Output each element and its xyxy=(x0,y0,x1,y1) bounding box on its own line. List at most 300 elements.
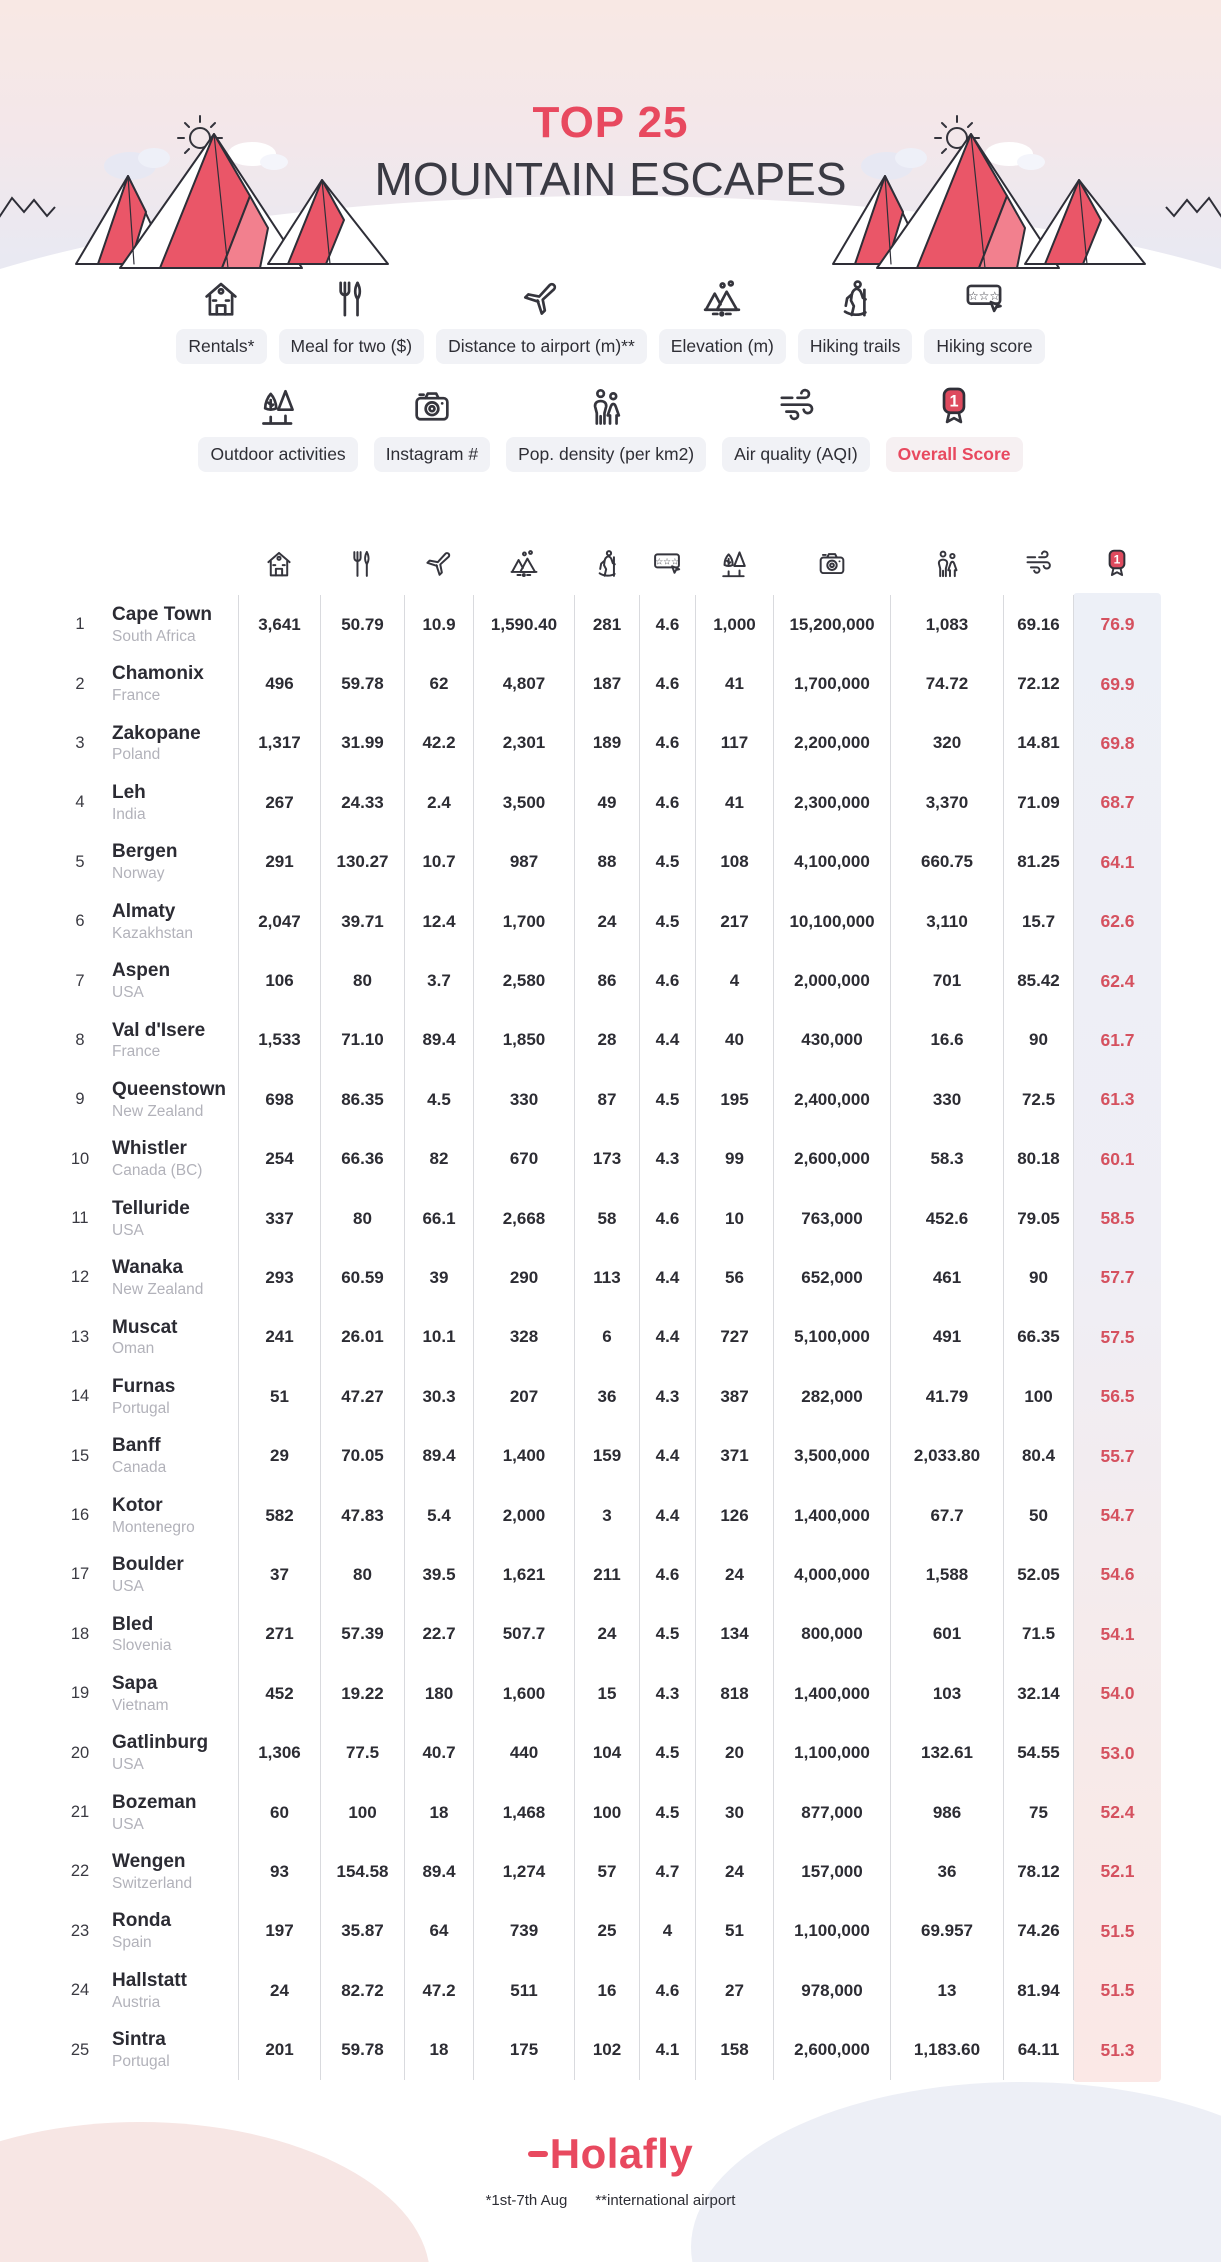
city-name: Telluride xyxy=(112,1197,190,1219)
logo-text: Holafly xyxy=(549,2130,694,2177)
value-cell: 670 xyxy=(473,1130,574,1189)
value-cell: 1,274 xyxy=(473,1842,574,1901)
rank-cell: 11 xyxy=(71,1209,89,1228)
value-cell: 10 xyxy=(695,1189,773,1248)
value-cell: 30.3 xyxy=(404,1367,473,1426)
city-name: Kotor xyxy=(112,1494,163,1516)
table-row xyxy=(60,2020,1161,2079)
legend-label: Instagram # xyxy=(374,437,490,472)
value-cell: 157,000 xyxy=(773,1842,890,1901)
value-cell: 4.3 xyxy=(639,1664,695,1723)
mountain-icon xyxy=(507,547,541,581)
review-stars-icon xyxy=(961,276,1007,322)
value-cell: 89.4 xyxy=(404,1842,473,1901)
value-cell: 267 xyxy=(238,773,320,832)
country-name: Canada xyxy=(112,1459,167,1477)
value-cell: 1,400 xyxy=(473,1426,574,1485)
value-cell: 175 xyxy=(473,2020,574,2079)
wind-icon xyxy=(773,384,819,430)
country-name: Canada (BC) xyxy=(112,1162,203,1180)
value-cell: 4.6 xyxy=(639,951,695,1010)
value-cell: 281 xyxy=(574,595,639,654)
value-cell: 4.5 xyxy=(639,1723,695,1782)
value-cell: 80.4 xyxy=(1003,1426,1073,1485)
value-cell: 491 xyxy=(890,1308,1003,1367)
value-cell: 2.4 xyxy=(404,773,473,832)
value-cell: 430,000 xyxy=(773,1011,890,1070)
value-cell: 2,600,000 xyxy=(773,2020,890,2079)
value-cell: 4.3 xyxy=(639,1367,695,1426)
country-name: USA xyxy=(112,1815,144,1833)
value-cell: 739 xyxy=(473,1902,574,1961)
value-cell: 39 xyxy=(404,1248,473,1307)
value-cell: 80 xyxy=(320,1189,404,1248)
overall-score-cell: 55.7 xyxy=(1073,1426,1161,1485)
value-cell: 4.1 xyxy=(639,2020,695,2079)
value-cell: 37 xyxy=(238,1545,320,1604)
value-cell: 24 xyxy=(238,1961,320,2020)
value-cell: 82 xyxy=(404,1130,473,1189)
country-name: USA xyxy=(112,1756,144,1774)
value-cell: 67.7 xyxy=(890,1486,1003,1545)
table-row xyxy=(60,1902,1161,1961)
value-cell: 4.5 xyxy=(639,892,695,951)
holafly-logo xyxy=(528,2130,694,2178)
value-cell: 10.1 xyxy=(404,1308,473,1367)
value-cell: 173 xyxy=(574,1130,639,1189)
legend-label: Outdoor activities xyxy=(198,437,357,472)
legend-row-1 xyxy=(0,276,1221,364)
city-name: Muscat xyxy=(112,1316,178,1338)
hiker-icon xyxy=(832,276,878,322)
value-cell: 87 xyxy=(574,1070,639,1129)
table-row xyxy=(60,892,1161,951)
value-cell: 452.6 xyxy=(890,1189,1003,1248)
table-row xyxy=(60,1664,1161,1723)
table-row xyxy=(60,773,1161,832)
value-cell: 2,668 xyxy=(473,1189,574,1248)
value-cell: 10.9 xyxy=(404,595,473,654)
value-cell: 51 xyxy=(238,1367,320,1426)
value-cell: 197 xyxy=(238,1902,320,1961)
value-cell: 1,400,000 xyxy=(773,1486,890,1545)
value-cell: 2,580 xyxy=(473,951,574,1010)
footer xyxy=(0,2130,1221,2209)
value-cell: 5,100,000 xyxy=(773,1308,890,1367)
value-cell: 134 xyxy=(695,1605,773,1664)
value-cell: 15.7 xyxy=(1003,892,1073,951)
table-row xyxy=(60,1011,1161,1070)
city-name: Sintra xyxy=(112,2029,166,2051)
value-cell: 1,083 xyxy=(890,595,1003,654)
value-cell: 81.94 xyxy=(1003,1961,1073,2020)
value-cell: 80 xyxy=(320,951,404,1010)
value-cell: 12.4 xyxy=(404,892,473,951)
table-row xyxy=(60,1248,1161,1307)
city-cell xyxy=(100,723,238,765)
value-cell: 74.26 xyxy=(1003,1902,1073,1961)
overall-score-cell: 60.1 xyxy=(1073,1130,1161,1189)
value-cell: 102 xyxy=(574,2020,639,2079)
overall-score-cell: 51.5 xyxy=(1073,1902,1161,1961)
legend-label: Meal for two ($) xyxy=(279,329,425,364)
city-cell xyxy=(100,1376,238,1418)
rank-cell: 14 xyxy=(70,1387,90,1406)
value-cell: 241 xyxy=(238,1308,320,1367)
rank-cell: 12 xyxy=(70,1268,90,1287)
legend-item-instagram xyxy=(374,384,490,472)
overall-score-cell: 54.6 xyxy=(1073,1545,1161,1604)
city-cell xyxy=(100,1020,238,1062)
value-cell: 582 xyxy=(238,1486,320,1545)
value-cell: 217 xyxy=(695,892,773,951)
value-cell: 106 xyxy=(238,951,320,1010)
value-cell: 4.6 xyxy=(639,773,695,832)
legend-item-meal xyxy=(279,276,425,364)
overall-score-cell: 61.3 xyxy=(1073,1070,1161,1129)
value-cell: 50.79 xyxy=(320,595,404,654)
city-name: Queenstown xyxy=(112,1078,227,1100)
city-cell xyxy=(100,1910,238,1952)
value-cell: 2,301 xyxy=(473,714,574,773)
city-cell xyxy=(100,663,238,705)
footnotes xyxy=(0,2192,1221,2209)
value-cell: 1,850 xyxy=(473,1011,574,1070)
value-cell: 4.5 xyxy=(639,1605,695,1664)
value-cell: 4.6 xyxy=(639,654,695,713)
table-row xyxy=(60,1545,1161,1604)
legend-item-elevation xyxy=(659,276,786,364)
value-cell: 51 xyxy=(695,1902,773,1961)
country-name: Spain xyxy=(112,1934,152,1952)
value-cell: 41 xyxy=(695,773,773,832)
city-cell xyxy=(100,2029,238,2071)
value-cell: 201 xyxy=(238,2020,320,2079)
value-cell: 24.33 xyxy=(320,773,404,832)
value-cell: 4.4 xyxy=(639,1011,695,1070)
legend-label: Distance to airport (m)** xyxy=(436,329,647,364)
value-cell: 4.4 xyxy=(639,1426,695,1485)
legend-item-rentals xyxy=(176,276,266,364)
city-name: Bled xyxy=(112,1613,154,1635)
legend-item-outdoor xyxy=(198,384,357,472)
value-cell: 3,500 xyxy=(473,773,574,832)
value-cell: 1,317 xyxy=(238,714,320,773)
value-cell: 337 xyxy=(238,1189,320,1248)
value-cell: 60 xyxy=(238,1783,320,1842)
value-cell: 103 xyxy=(890,1664,1003,1723)
value-cell: 117 xyxy=(695,714,773,773)
rank-cell: 4 xyxy=(75,793,85,812)
value-cell: 47.2 xyxy=(404,1961,473,2020)
overall-score-cell: 57.7 xyxy=(1073,1248,1161,1307)
city-name: Almaty xyxy=(112,900,176,922)
city-name: Ronda xyxy=(112,1910,172,1932)
legend-row-2 xyxy=(0,384,1221,472)
country-name: Portugal xyxy=(112,1399,170,1417)
city-name: Furnas xyxy=(112,1375,176,1397)
country-name: USA xyxy=(112,1577,144,1595)
value-cell: 211 xyxy=(574,1545,639,1604)
value-cell: 1,183.60 xyxy=(890,2020,1003,2079)
trees-icon xyxy=(255,384,301,430)
value-cell: 4.6 xyxy=(639,595,695,654)
value-cell: 4.6 xyxy=(639,1189,695,1248)
house-icon xyxy=(262,547,296,581)
country-name: Montenegro xyxy=(112,1518,195,1536)
legend-item-distance xyxy=(436,276,647,364)
overall-score-cell: 56.5 xyxy=(1073,1367,1161,1426)
rank-cell: 5 xyxy=(75,852,85,871)
table-body xyxy=(60,595,1161,2080)
value-cell: 187 xyxy=(574,654,639,713)
value-cell: 75 xyxy=(1003,1783,1073,1842)
value-cell: 74.72 xyxy=(890,654,1003,713)
value-cell: 86 xyxy=(574,951,639,1010)
value-cell: 3,641 xyxy=(238,595,320,654)
trees-icon xyxy=(717,547,751,581)
camera-icon xyxy=(409,384,455,430)
value-cell: 3.7 xyxy=(404,951,473,1010)
overall-score-cell: 57.5 xyxy=(1073,1308,1161,1367)
city-cell xyxy=(100,1792,238,1834)
value-cell: 800,000 xyxy=(773,1605,890,1664)
city-name: Leh xyxy=(112,782,146,804)
city-cell xyxy=(100,1495,238,1537)
value-cell: 79.05 xyxy=(1003,1189,1073,1248)
logo-dash-icon xyxy=(528,2151,548,2157)
rank-cell: 13 xyxy=(70,1327,90,1346)
value-cell: 36 xyxy=(574,1367,639,1426)
value-cell: 24 xyxy=(695,1842,773,1901)
value-cell: 58 xyxy=(574,1189,639,1248)
value-cell: 2,300,000 xyxy=(773,773,890,832)
value-cell: 85.42 xyxy=(1003,951,1073,1010)
value-cell: 330 xyxy=(473,1070,574,1129)
table-row xyxy=(60,654,1161,713)
value-cell: 1,306 xyxy=(238,1723,320,1782)
rank-cell: 10 xyxy=(70,1149,90,1168)
rank-cell: 6 xyxy=(75,912,85,931)
table-header-icons xyxy=(60,533,1161,595)
value-cell: 25 xyxy=(574,1902,639,1961)
legend-item-overall-score xyxy=(886,384,1023,472)
city-cell xyxy=(100,1970,238,2012)
value-cell: 4,807 xyxy=(473,654,574,713)
country-name: Poland xyxy=(112,746,161,764)
page-title xyxy=(0,98,1221,206)
city-name: Bergen xyxy=(112,841,178,863)
value-cell: 59.78 xyxy=(320,2020,404,2079)
value-cell: 4.3 xyxy=(639,1130,695,1189)
overall-score-cell: 54.0 xyxy=(1073,1664,1161,1723)
value-cell: 4.7 xyxy=(639,1842,695,1901)
overall-score-cell: 62.6 xyxy=(1073,892,1161,951)
value-cell: 104 xyxy=(574,1723,639,1782)
value-cell: 1,590.40 xyxy=(473,595,574,654)
value-cell: 16 xyxy=(574,1961,639,2020)
value-cell: 93 xyxy=(238,1842,320,1901)
value-cell: 195 xyxy=(695,1070,773,1129)
overall-score-cell: 51.3 xyxy=(1073,2020,1161,2079)
value-cell: 652,000 xyxy=(773,1248,890,1307)
value-cell: 100 xyxy=(574,1783,639,1842)
value-cell: 60.59 xyxy=(320,1248,404,1307)
value-cell: 727 xyxy=(695,1308,773,1367)
city-cell xyxy=(100,1435,238,1477)
value-cell: 70.05 xyxy=(320,1426,404,1485)
value-cell: 19.22 xyxy=(320,1664,404,1723)
value-cell: 3,500,000 xyxy=(773,1426,890,1485)
city-name: Zakopane xyxy=(112,722,201,744)
value-cell: 254 xyxy=(238,1130,320,1189)
city-cell xyxy=(100,782,238,824)
legend-item-pop-density xyxy=(506,384,706,472)
value-cell: 64.11 xyxy=(1003,2020,1073,2079)
value-cell: 47.83 xyxy=(320,1486,404,1545)
people-icon xyxy=(930,547,964,581)
country-name: South Africa xyxy=(112,627,196,645)
table-row xyxy=(60,1070,1161,1129)
overall-score-cell: 76.9 xyxy=(1073,595,1161,654)
value-cell: 72.12 xyxy=(1003,654,1073,713)
footnote-airport: **international airport xyxy=(595,2192,736,2209)
rank-cell: 23 xyxy=(70,1921,90,1940)
rank-cell: 15 xyxy=(70,1446,90,1465)
plane-icon xyxy=(422,547,456,581)
value-cell: 371 xyxy=(695,1426,773,1485)
value-cell: 24 xyxy=(574,892,639,951)
value-cell: 58.3 xyxy=(890,1130,1003,1189)
city-cell xyxy=(100,1257,238,1299)
value-cell: 20 xyxy=(695,1723,773,1782)
rank-cell: 18 xyxy=(70,1624,90,1643)
value-cell: 71.5 xyxy=(1003,1605,1073,1664)
table-row xyxy=(60,1130,1161,1189)
overall-score-cell: 64.1 xyxy=(1073,833,1161,892)
value-cell: 18 xyxy=(404,1783,473,1842)
value-cell: 763,000 xyxy=(773,1189,890,1248)
value-cell: 66.36 xyxy=(320,1130,404,1189)
value-cell: 15 xyxy=(574,1664,639,1723)
value-cell: 4.5 xyxy=(404,1070,473,1129)
value-cell: 1,621 xyxy=(473,1545,574,1604)
city-name: Gatlinburg xyxy=(112,1732,209,1754)
table-row xyxy=(60,595,1161,654)
rank-cell: 19 xyxy=(70,1684,90,1703)
plane-icon xyxy=(518,276,564,322)
value-cell: 282,000 xyxy=(773,1367,890,1426)
value-cell: 59.78 xyxy=(320,654,404,713)
value-cell: 818 xyxy=(695,1664,773,1723)
value-cell: 293 xyxy=(238,1248,320,1307)
country-name: France xyxy=(112,687,161,705)
overall-score-cell: 54.1 xyxy=(1073,1605,1161,1664)
value-cell: 126 xyxy=(695,1486,773,1545)
value-cell: 2,200,000 xyxy=(773,714,890,773)
value-cell: 28 xyxy=(574,1011,639,1070)
city-cell xyxy=(100,1079,238,1121)
country-name: Portugal xyxy=(112,2053,170,2071)
overall-score-cell: 62.4 xyxy=(1073,951,1161,1010)
house-icon xyxy=(198,276,244,322)
value-cell: 113 xyxy=(574,1248,639,1307)
value-cell: 660.75 xyxy=(890,833,1003,892)
hiker-icon xyxy=(590,547,624,581)
overall-score-cell: 58.5 xyxy=(1073,1189,1161,1248)
country-name: Slovenia xyxy=(112,1637,172,1655)
value-cell: 4.5 xyxy=(639,1783,695,1842)
value-cell: 81.25 xyxy=(1003,833,1073,892)
value-cell: 24 xyxy=(574,1605,639,1664)
value-cell: 71.10 xyxy=(320,1011,404,1070)
value-cell: 3,370 xyxy=(890,773,1003,832)
overall-score-cell: 51.5 xyxy=(1073,1961,1161,2020)
rank-cell: 24 xyxy=(70,1981,90,2000)
value-cell: 130.27 xyxy=(320,833,404,892)
rank-cell: 1 xyxy=(75,615,85,634)
value-cell: 10,100,000 xyxy=(773,892,890,951)
table-row xyxy=(60,833,1161,892)
value-cell: 49 xyxy=(574,773,639,832)
city-name: Banff xyxy=(112,1435,161,1457)
title-main: MOUNTAIN ESCAPES xyxy=(374,153,847,205)
table-row xyxy=(60,1367,1161,1426)
legend-label: Rentals* xyxy=(176,329,266,364)
country-name: Switzerland xyxy=(112,1874,193,1892)
city-cell xyxy=(100,1317,238,1359)
country-name: France xyxy=(112,1043,161,1061)
value-cell: 108 xyxy=(695,833,773,892)
value-cell: 18 xyxy=(404,2020,473,2079)
legend-item-hiking-score xyxy=(924,276,1044,364)
value-cell: 701 xyxy=(890,951,1003,1010)
overall-score-cell: 68.7 xyxy=(1073,773,1161,832)
rank-cell: 3 xyxy=(75,733,85,752)
value-cell: 1,000 xyxy=(695,595,773,654)
country-name: India xyxy=(112,805,146,823)
value-cell: 3 xyxy=(574,1486,639,1545)
value-cell: 90 xyxy=(1003,1248,1073,1307)
value-cell: 290 xyxy=(473,1248,574,1307)
value-cell: 328 xyxy=(473,1308,574,1367)
value-cell: 387 xyxy=(695,1367,773,1426)
value-cell: 10.7 xyxy=(404,833,473,892)
rank-cell: 25 xyxy=(70,2040,90,2059)
value-cell: 36 xyxy=(890,1842,1003,1901)
value-cell: 4 xyxy=(695,951,773,1010)
overall-score-cell: 54.7 xyxy=(1073,1486,1161,1545)
value-cell: 90 xyxy=(1003,1011,1073,1070)
value-cell: 69.16 xyxy=(1003,595,1073,654)
table-row xyxy=(60,1426,1161,1485)
value-cell: 56 xyxy=(695,1248,773,1307)
value-cell: 159 xyxy=(574,1426,639,1485)
overall-score-cell: 52.4 xyxy=(1073,1783,1161,1842)
table-row xyxy=(60,1308,1161,1367)
value-cell: 1,533 xyxy=(238,1011,320,1070)
city-name: Val d'Isere xyxy=(112,1019,206,1041)
value-cell: 507.7 xyxy=(473,1605,574,1664)
value-cell: 1,600 xyxy=(473,1664,574,1723)
value-cell: 4,000,000 xyxy=(773,1545,890,1604)
people-icon xyxy=(583,384,629,430)
overall-score-cell: 69.8 xyxy=(1073,714,1161,773)
rank-cell: 20 xyxy=(70,1743,90,1762)
legend-label: Hiking trails xyxy=(798,329,912,364)
table-row xyxy=(60,951,1161,1010)
city-name: Wengen xyxy=(112,1851,186,1873)
